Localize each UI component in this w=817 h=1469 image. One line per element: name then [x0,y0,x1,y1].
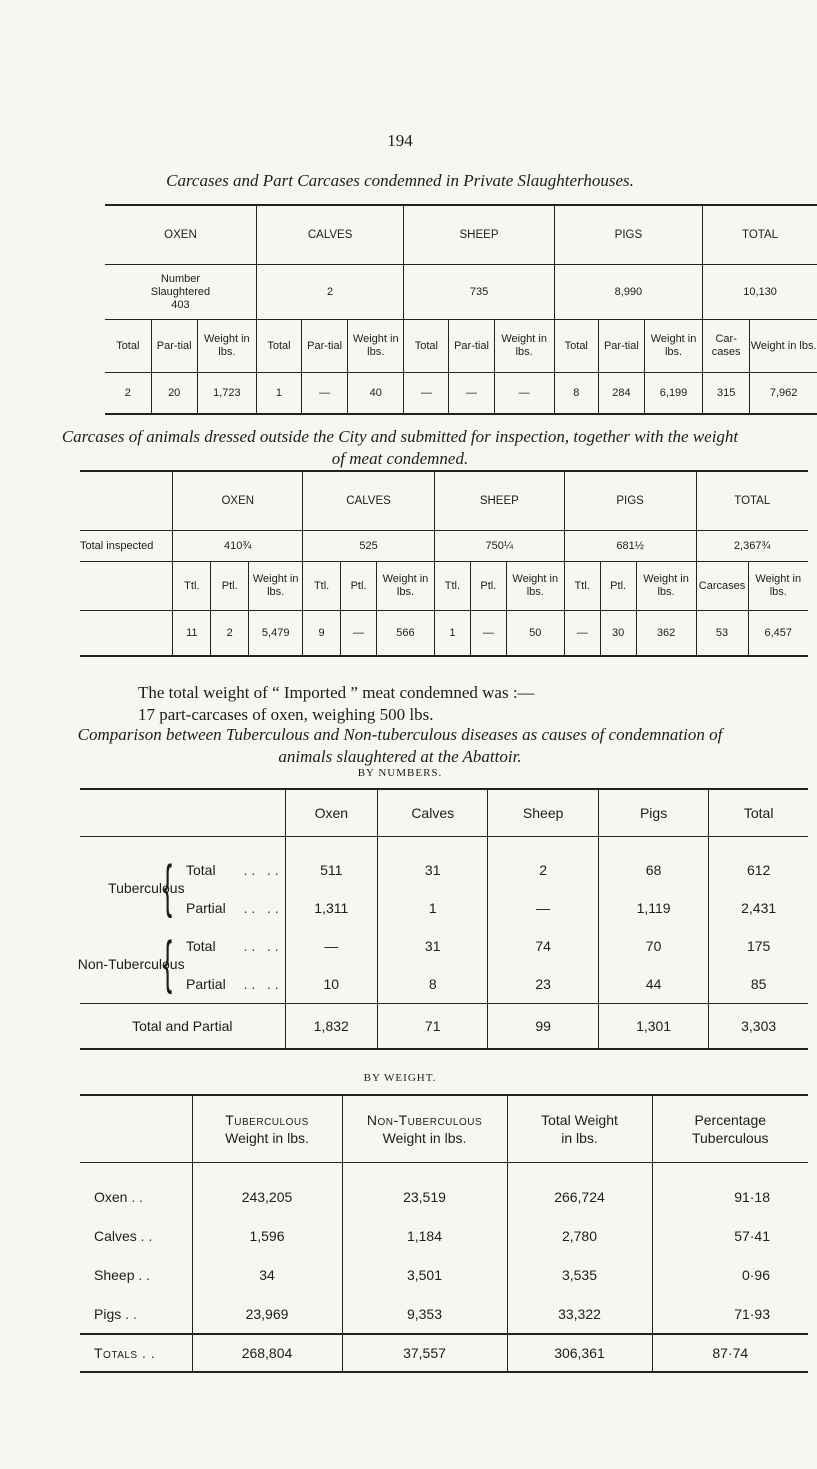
total-cell: 1,301 [598,1004,708,1050]
total-inspected-label: Total inspected [80,531,173,562]
value-cell: 9,353 [342,1294,507,1334]
subheader-cell: Par-tial [302,320,348,373]
section4-subtitle: BY WEIGHT. [363,1072,437,1084]
total-row-label: Totals . . [80,1334,192,1372]
number-slaughtered-label: Number Slaughtered [150,272,211,298]
blank-cell [80,562,173,611]
subheader-cell: Weight in lbs. [644,320,702,373]
value-cell: 0·96 [741,1266,770,1283]
total-cell: 3,303 [709,1004,808,1050]
value-cell: 7,962 [769,387,798,399]
header-calves: CALVES [303,471,435,531]
leader-dots: . . [121,1305,137,1322]
header-total: TOTAL [696,471,808,531]
subheader-cell: Par-tial [598,320,644,373]
group-label: Non-Tuberculous [77,956,185,972]
table-row [80,927,808,965]
total-inspected-calves: 525 [303,531,435,562]
total-cell: 306,361 [507,1334,652,1372]
value-cell: 566 [377,611,435,657]
header-sheep: SHEEP [404,205,554,265]
leader-dots: . . [136,1227,153,1244]
subheader-cell: Weight in lbs. [377,562,435,611]
value-cell: — [449,373,494,415]
table-row [80,1294,808,1334]
value-cell: — [404,373,449,415]
value-cell: 362 [636,611,696,657]
leader-dots: . . [127,1188,144,1205]
header-non-tuberculous [342,1095,507,1163]
header-line: Weight in lbs. [225,1130,309,1146]
value-cell: 3,501 [342,1255,507,1294]
header-line: Tuberculous [225,1112,309,1128]
value-cell: — [341,611,377,657]
leader-dots: . . . . [243,976,279,992]
subheader-cell: Total [256,320,301,373]
value-cell: 57·41 [734,1227,770,1244]
value-cell: 8 [378,965,488,1004]
header-pigs: Pigs [598,789,708,837]
number-sheep: 735 [404,265,554,320]
leader-dots: . . . . [243,900,279,916]
value-cell: 23,519 [342,1163,507,1217]
value-cell: 2,431 [741,900,777,916]
number-calves: 2 [256,265,403,320]
subheader-cell: Weight in lbs. [348,320,404,373]
value-cell: 2 [105,373,151,415]
value-cell: 68 [598,837,708,890]
header-total: TOTAL [703,205,817,265]
subheader-cell: Total [404,320,449,373]
value-cell: 30 [600,611,636,657]
value-cell: 1,311 [285,889,377,927]
row-header [80,1255,192,1294]
value-cell: 23 [488,965,598,1004]
total-cell: 268,804 [192,1334,342,1372]
value-cell: 31 [378,927,488,965]
table-row [80,889,808,927]
header-line: Total Weight [541,1112,618,1128]
header-blank [80,789,285,837]
header-oxen: OXEN [105,205,256,265]
value-cell: 2 [488,837,598,890]
outside-city-table [80,470,808,657]
number-slaughtered-oxen [105,265,256,320]
total-cell: 1,832 [285,1004,377,1050]
value-cell: 85 [750,976,767,992]
row-label: Oxen [94,1188,128,1205]
header-percentage [652,1095,808,1163]
header-oxen: OXEN [173,471,303,531]
section3-title: Comparison between Tuberculous and Non-tuberculous diseases as causes of condemnation of animals slaughtered at the Abattoir. [77,725,723,766]
private-slaughterhouses-table [105,204,817,415]
value-cell: 2,780 [507,1216,652,1255]
value-cell: — [285,927,377,965]
value-cell: 2 [211,611,249,657]
value-cell: 71·93 [734,1305,770,1322]
subheader-cell: Ptl. [470,562,506,611]
subheader-cell: Total [105,320,151,373]
row-label: Partial [186,900,226,916]
value-cell: 44 [598,965,708,1004]
value-cell: 50 [506,611,564,657]
leader-dots: . . . . [243,862,279,878]
brace-icon: { [163,854,173,919]
number-total: 10,130 [703,265,817,320]
row-header [80,1216,192,1255]
value-cell: 40 [348,373,404,415]
row-label: Calves [94,1227,137,1244]
value-cell: 1,596 [192,1216,342,1255]
value-cell: 266,724 [507,1163,652,1217]
value-cell: 243,205 [192,1163,342,1217]
header-calves: CALVES [256,205,403,265]
header-tuberculous [192,1095,342,1163]
value-cell: 511 [285,837,377,890]
subheader-cell: Par-tial [449,320,494,373]
subheader-cell: Ttl. [303,562,341,611]
value-cell: — [564,611,600,657]
subheader-cell: Weight in lbs. [748,562,808,611]
total-cell: 71 [378,1004,488,1050]
total-cell: 99 [488,1004,598,1050]
subheader-cell: Weight in lbs. [494,320,554,373]
subheader-cell: Ptl. [211,562,249,611]
section3-subtitle: BY NUMBERS. [357,767,443,779]
value-cell: 1 [256,373,301,415]
imported-line-2: 17 part-carcases of oxen, weighing 500 lbs. [138,705,434,724]
total-cell: 37,557 [342,1334,507,1372]
blank-cell [80,611,173,657]
value-cell: 315 [703,373,750,415]
subheader-cell: Car-cases [703,320,750,373]
row-label: Sheep [94,1266,135,1283]
header-oxen: Oxen [285,789,377,837]
value-cell: 8 [554,373,598,415]
row-label: Pigs [94,1305,122,1322]
group-label: Tuberculous [108,880,185,896]
table-row [80,1255,808,1294]
table-row [80,965,808,1004]
header-line: Tuberculous [691,1130,769,1146]
header-total: Total [709,789,808,837]
value-cell: — [494,373,554,415]
page-number: 194 [387,131,413,150]
header-calves: Calves [378,789,488,837]
header-blank [80,471,173,531]
table-row [80,1216,808,1255]
header-pigs: PIGS [554,205,702,265]
value-cell: 33,322 [507,1294,652,1334]
value-cell: 20 [151,373,197,415]
header-blank [80,1095,192,1163]
subheader-cell: Ptl. [341,562,377,611]
value-cell: 10 [285,965,377,1004]
row-label-text: Totals [94,1345,138,1361]
value-cell: 70 [598,927,708,965]
row-label: Total [186,938,216,954]
subheader-cell: Total [554,320,598,373]
header-sheep: Sheep [488,789,598,837]
total-cell: 87·74 [652,1334,808,1372]
header-pigs: PIGS [564,471,696,531]
number-pigs: 8,990 [554,265,702,320]
value-cell: 612 [746,862,771,878]
section2-title: Carcases of animals dressed outside the City and submitted for inspection, together with the weight of meat condemned. [61,427,739,468]
section1-title: Carcases and Part Carcases condemned in Private Slaughterhouses. [166,171,634,190]
subheader-cell: Weight in lbs. [636,562,696,611]
subheader-cell: Ttl. [434,562,470,611]
table-row [80,1163,808,1217]
subheader-cell: Ptl. [600,562,636,611]
header-line: Percentage [694,1112,767,1128]
value-cell: 1,119 [598,889,708,927]
value-cell: 34 [192,1255,342,1294]
header-line: Non-Tuberculous [366,1112,483,1128]
row-label: Partial [186,976,226,992]
total-row-label: Total and Partial [80,1004,285,1050]
subheader-cell: Weight in lbs. [249,562,303,611]
number-oxen: 403 [171,298,190,311]
value-cell: 1 [378,889,488,927]
value-cell: 5,479 [249,611,303,657]
header-total-weight [507,1095,652,1163]
value-cell: — [488,889,598,927]
value-cell: 74 [488,927,598,965]
total-inspected-total: 2,367¾ [696,531,808,562]
total-inspected-sheep: 750¼ [434,531,564,562]
leader-dots: . . [134,1266,151,1283]
leader-dots: . . . . [243,938,279,954]
value-cell: 23,969 [192,1294,342,1334]
total-inspected-oxen: 410¾ [173,531,303,562]
subheader-cell: Par-tial [151,320,197,373]
subheader-cell: Weight in lbs. [506,562,564,611]
value-cell: — [470,611,506,657]
subheader-cell: Weight in lbs. [750,320,817,373]
value-cell: 284 [598,373,644,415]
subheader-cell: Carcases [696,562,748,611]
value-cell: 3,535 [507,1255,652,1294]
subheader-cell: Ttl. [564,562,600,611]
value-cell: 1 [434,611,470,657]
header-sheep: SHEEP [434,471,564,531]
total-inspected-pigs: 681½ [564,531,696,562]
value-cell: 31 [378,837,488,890]
brace-icon: { [163,930,173,995]
value-cell: 6,457 [764,627,793,639]
value-cell: 6,199 [644,373,702,415]
by-numbers-table [77,788,808,1050]
row-header [80,1163,192,1217]
row-label: Total [186,862,216,878]
header-line: Weight in lbs. [382,1130,467,1146]
value-cell: 91·18 [734,1188,770,1205]
imported-line-1: The total weight of “ Imported ” meat condemned was :— [138,683,535,702]
table-row [80,837,808,890]
subheader-cell: Weight in lbs. [197,320,256,373]
value-cell: 11 [173,611,211,657]
value-cell: 1,184 [342,1216,507,1255]
header-line: in lbs. [561,1130,598,1146]
value-cell: 9 [303,611,341,657]
row-header [80,1294,192,1334]
by-weight-table [80,1094,808,1373]
subheader-cell: Ttl. [173,562,211,611]
value-cell: — [302,373,348,415]
value-cell: 1,723 [197,373,256,415]
value-cell: 175 [746,938,771,954]
value-cell: 53 [696,611,748,657]
